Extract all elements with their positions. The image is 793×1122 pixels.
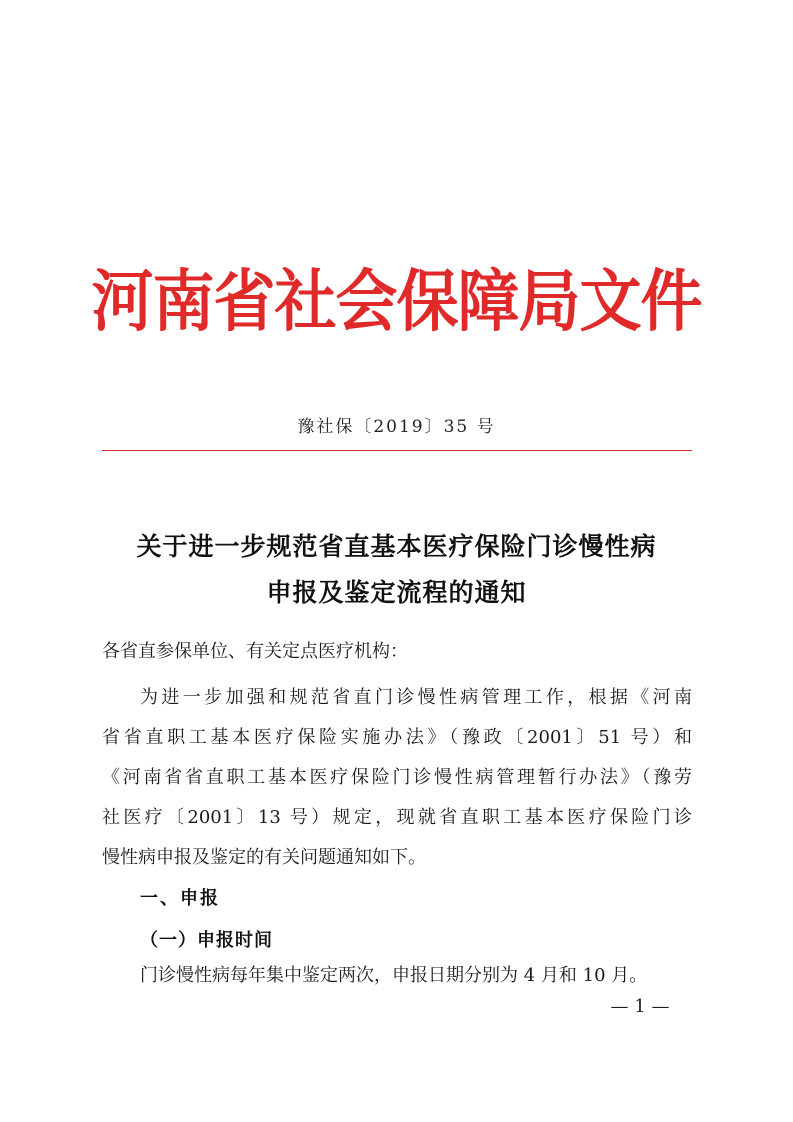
- document-number: 豫社保〔2019〕35 号: [297, 417, 496, 437]
- notice-title-line-1: 关于进一步规范省直基本医疗保险门诊慢性病: [136, 532, 657, 561]
- paragraph-line: 慢性病申报及鉴定的有关问题通知如下。: [102, 847, 426, 868]
- subsection-heading: （一）申报时间: [140, 930, 273, 951]
- page-number: — 1 —: [610, 996, 670, 1017]
- salutation: 各省直参保单位、有关定点医疗机构：: [102, 641, 408, 662]
- subsection-text: 门诊慢性病每年集中鉴定两次，申报日期分别为 4 月和 10 月。: [140, 965, 648, 986]
- paragraph-line: 为进一步加强和规范省直门诊慢性病管理工作，根据《河南: [140, 687, 692, 708]
- document-masthead: 河南省社会保障局文件: [91, 262, 702, 341]
- red-divider-line: [102, 450, 692, 451]
- notice-title-line-2: 申报及鉴定流程的通知: [266, 578, 527, 607]
- paragraph-line: 省省直职工基本医疗保险实施办法》（豫政〔2001〕51 号）和: [102, 727, 692, 748]
- paragraph-line: 《河南省省直职工基本医疗保险门诊慢性病管理暂行办法》（豫劳: [102, 767, 692, 788]
- section-heading: 一、申报: [140, 888, 220, 909]
- paragraph-line: 社医疗〔2001〕13 号）规定，现就省直职工基本医疗保险门诊: [102, 807, 692, 828]
